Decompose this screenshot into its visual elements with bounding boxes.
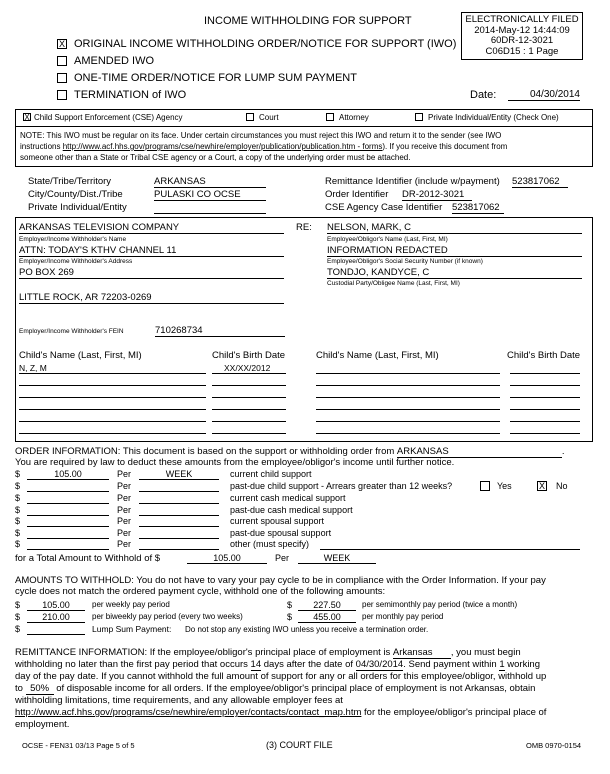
remittance-text: days after the date of	[263, 659, 354, 670]
monthly-amount-field[interactable]: 455.00	[298, 612, 356, 623]
child-name-value[interactable]: N, Z, M	[19, 363, 47, 373]
remittance-text: REMITTANCE INFORMATION: If the employee/obligor's principal place of employment is	[15, 647, 391, 658]
attorney-label: Attorney	[339, 113, 369, 122]
arrears-yes-label: Yes	[497, 481, 512, 491]
remittance-line: withholding limitations, time requirements, and any allowable employer fees at	[15, 695, 343, 706]
dollar-sign: $	[15, 516, 21, 526]
date-field[interactable]: 04/30/2014	[508, 89, 580, 101]
child-row[interactable]	[19, 433, 206, 434]
child-dob-header: Child's Birth Date	[212, 350, 286, 361]
remittance-state-field[interactable]: Arkansas	[393, 647, 451, 659]
filing-stamp	[461, 12, 583, 60]
remittance-text: working	[507, 659, 541, 670]
employer-attn-field[interactable]: ATTN: TODAY'S KTHV CHANNEL 11	[19, 245, 284, 257]
employee-name-label: Employee/Obligor's Name (Last, First, MI)	[327, 236, 448, 243]
state-field[interactable]: ARKANSAS	[154, 176, 266, 188]
period-field[interactable]	[139, 481, 219, 492]
child-row[interactable]	[212, 385, 286, 386]
per-label: Per	[117, 505, 132, 515]
per-label: Per	[117, 493, 132, 503]
child-row[interactable]	[19, 397, 206, 398]
order-id-field[interactable]: DR-2012-3021	[402, 189, 472, 201]
order-info-line: You are required by law to deduct these amounts from the employee/obligor's income until further notice.	[15, 457, 455, 468]
child-row[interactable]	[316, 397, 500, 398]
termination-checkbox[interactable]	[57, 90, 67, 100]
child-row[interactable]	[212, 421, 286, 422]
child-row[interactable]	[316, 373, 500, 374]
remittance-text: . Send payment within	[403, 659, 497, 670]
remittance-id-label: Remittance Identifier (include w/payment)	[325, 176, 500, 187]
ssn-field[interactable]: INFORMATION REDACTED	[327, 245, 582, 257]
per-label: Per	[117, 516, 132, 526]
note-line: someone other than a State or Tribal CSE agency or a Court, a copy of the underlying order must be attached.	[20, 153, 411, 162]
fein-label: Employer/Income Withholder's FEIN	[19, 328, 124, 335]
dollar-sign: $	[15, 528, 21, 538]
period-field[interactable]	[139, 528, 219, 539]
remittance-text: to	[15, 683, 23, 694]
total-amount-field[interactable]: 105.00	[187, 553, 267, 564]
child-row[interactable]	[510, 409, 580, 410]
dollar-sign: $	[15, 600, 21, 610]
footer-omb: OMB 0970-0154	[526, 741, 582, 750]
child-row[interactable]	[510, 397, 580, 398]
amended-iwo-checkbox[interactable]	[57, 56, 67, 66]
per-label: Per	[117, 539, 132, 549]
order-info-line: ORDER INFORMATION: This document is based on the support or withholding order from ARKANSAS .	[15, 446, 565, 457]
semimonthly-amount-field[interactable]: 227.50	[298, 600, 356, 611]
amount-field[interactable]: 105.00	[27, 469, 109, 480]
remittance-line: day of the pay date. If you cannot withhold the full amount of support for any or all orders for this employee/obligor, withhold up	[15, 671, 547, 682]
one-time-order-checkbox[interactable]	[57, 73, 67, 83]
child-dob-value[interactable]: XX/XX/2012	[224, 363, 271, 373]
date-label: Date:	[470, 89, 497, 101]
order-row-label: current child support	[230, 469, 312, 479]
total-label: for a Total Amount to Withhold of $	[15, 553, 161, 564]
divider	[15, 126, 593, 127]
child-row[interactable]	[510, 433, 580, 434]
original-iwo-label: ORIGINAL INCOME WITHHOLDING ORDER/NOTICE FOR SUPPORT (IWO)	[74, 38, 457, 50]
stamp-line: 2014-May-12 14:44:09	[474, 24, 570, 36]
order-row-label: past-due child support - Arrears greater than 12 weeks?	[230, 481, 453, 491]
per-label: Per	[275, 553, 290, 563]
lump-sum-label: Lump Sum Payment:	[92, 624, 172, 634]
remittance-id-field[interactable]: 523817062	[512, 176, 568, 188]
total-period-field[interactable]: WEEK	[298, 553, 376, 564]
remittance-line	[15, 683, 535, 695]
case-id-field[interactable]: 523817062	[452, 202, 504, 214]
child-row[interactable]	[510, 421, 580, 422]
child-row[interactable]	[510, 373, 580, 374]
ssn-label: Employee/Obligor's Social Security Number (if known)	[327, 258, 483, 265]
amount-field[interactable]	[27, 493, 109, 504]
weekly-amount-field[interactable]: 105.00	[27, 600, 85, 611]
amount-field[interactable]	[27, 516, 109, 527]
child-row[interactable]	[19, 385, 206, 386]
footer-copy-label: (3) COURT FILE	[266, 740, 333, 750]
note-text: instructions	[20, 142, 63, 151]
amount-field[interactable]	[27, 505, 109, 516]
termination-label: TERMINATION of IWO	[74, 89, 187, 101]
stamp-line: C06D15 : 1 Page	[485, 45, 559, 57]
amount-field[interactable]	[27, 528, 109, 539]
order-row-label: other (must specify)	[230, 539, 310, 549]
city-field[interactable]: PULASKI CO OCSE	[154, 189, 266, 201]
semimonthly-label: per semimonthly pay period (twice a month)	[362, 600, 518, 609]
child-row[interactable]	[212, 433, 286, 434]
remittance-line: employment.	[15, 719, 70, 730]
period-field[interactable]: WEEK	[139, 469, 219, 480]
attorney-checkbox[interactable]	[326, 113, 334, 121]
private-individual-field[interactable]	[154, 202, 266, 214]
child-row[interactable]	[19, 421, 206, 422]
amounts-line: AMOUNTS TO WITHHOLD: You do not have to vary your pay cycle to be in compliance with the Order Information. If your pay	[15, 575, 546, 586]
amount-field[interactable]	[27, 481, 109, 492]
order-date-field[interactable]: 04/30/2014	[355, 659, 404, 670]
cse-agency-label: Child Support Enforcement (CSE) Agency	[34, 113, 183, 122]
biweekly-label: per biweekly pay period (every two weeks)	[92, 612, 243, 621]
remittance-text: for the employee/obligor's principal place of	[364, 707, 547, 718]
child-name-header: Child's Name (Last, First, MI)	[19, 350, 142, 361]
fein-field[interactable]: 710268734	[155, 325, 285, 337]
note-line: NOTE: This IWO must be regular on its face. Under certain circumstances you must reject this IWO and return it to the sender (see IWO	[20, 131, 502, 140]
private-entity-label: Private Individual/Entity (Check One)	[428, 113, 559, 122]
child-row[interactable]	[510, 385, 580, 386]
days-field[interactable]: 14	[250, 659, 262, 670]
child-row[interactable]	[212, 397, 286, 398]
employer-city-field[interactable]: LITTLE ROCK, AR 72203-0269	[19, 292, 284, 304]
court-label: Court	[259, 113, 279, 122]
remittance-line	[15, 647, 521, 659]
amended-iwo-label: AMENDED IWO	[74, 55, 155, 67]
period-field[interactable]	[139, 505, 219, 516]
stamp-line: 60DR-12-3021	[490, 35, 554, 46]
private-entity-checkbox[interactable]	[415, 113, 423, 121]
re-label: RE:	[296, 222, 312, 233]
dollar-sign: $	[287, 612, 293, 622]
period-field[interactable]	[139, 493, 219, 504]
custodial-party-label: Custodial Party/Obligee Name (Last, First, MI)	[327, 280, 460, 287]
stamp-line: ELECTRONICALLY FILED	[465, 14, 579, 25]
dollar-sign: $	[287, 600, 293, 610]
order-info-text: ORDER INFORMATION: This document is based on the support or withholding order from	[15, 446, 395, 457]
lump-sum-amount-field[interactable]	[27, 624, 85, 635]
order-row-label: past-due spousal support	[230, 528, 332, 538]
custodial-party-field[interactable]: TONDJO, KANDYCE, C	[327, 267, 582, 279]
footer-form-id: OCSE - FEN31 03/13 Page 5 of 5	[22, 741, 135, 750]
dollar-sign: $	[15, 493, 21, 503]
per-label: Per	[117, 469, 132, 479]
per-label: Per	[117, 528, 132, 538]
employer-name-label: Employer/Income Withholder's Name	[19, 236, 127, 243]
lump-sum-note: Do not stop any existing IWO unless you receive a termination order.	[185, 625, 429, 634]
biweekly-amount-field[interactable]: 210.00	[27, 612, 85, 623]
child-row[interactable]	[316, 421, 500, 422]
child-row[interactable]	[316, 385, 500, 386]
working-days-field[interactable]: 1	[499, 659, 505, 670]
form-title: INCOME WITHHOLDING FOR SUPPORT	[204, 15, 412, 27]
remittance-text: withholding no later than the first pay period that occurs	[15, 659, 248, 670]
child-row[interactable]	[212, 409, 286, 410]
one-time-order-label: ONE-TIME ORDER/NOTICE FOR LUMP SUM PAYMENT	[74, 72, 357, 84]
child-name-header: Child's Name (Last, First, MI)	[316, 350, 439, 361]
dollar-sign: $	[15, 539, 21, 549]
child-row[interactable]	[316, 409, 500, 410]
note-text: ). If you receive this document from	[382, 142, 508, 151]
child-dob-header: Child's Birth Date	[507, 350, 581, 361]
original-iwo-checkbox[interactable]: X	[58, 39, 65, 49]
weekly-label: per weekly pay period	[92, 600, 170, 609]
dollar-sign: $	[15, 505, 21, 515]
per-label: Per	[117, 481, 132, 491]
order-id-label: Order Identifier	[325, 189, 389, 200]
employer-name-field[interactable]: ARKANSAS TELEVISION COMPANY	[19, 222, 284, 234]
employer-po-field[interactable]: PO BOX 269	[19, 267, 284, 279]
arrears-no-label: No	[556, 481, 568, 491]
order-row-label: current spousal support	[230, 516, 325, 526]
other-specify-field[interactable]	[320, 539, 580, 550]
amounts-line: cycle does not match the ordered payment cycle, withhold one of the following amounts:	[15, 586, 386, 597]
arrears-yes-checkbox[interactable]	[480, 481, 490, 491]
employer-address-label: Employer/Income Withholder's Address	[19, 258, 133, 265]
court-checkbox[interactable]	[246, 113, 254, 121]
case-id-label: CSE Agency Case Identifier	[325, 202, 443, 213]
child-row[interactable]	[316, 433, 500, 434]
order-row-label: current cash medical support	[230, 493, 346, 503]
period-field[interactable]	[139, 539, 219, 550]
order-state-field[interactable]: ARKANSAS	[397, 446, 562, 458]
publication-link[interactable]: http://www.acf.hhs.gov/programs/cse/newhire/employer/publication/publication.htm - forms	[62, 142, 383, 151]
dollar-sign: $	[15, 469, 21, 479]
monthly-label: per monthly pay period	[362, 612, 444, 621]
amount-field[interactable]	[27, 539, 109, 550]
employee-name-field[interactable]: NELSON, MARK, C	[327, 222, 582, 234]
arrears-no-checkbox[interactable]: X	[538, 481, 545, 491]
child-row[interactable]	[19, 373, 206, 374]
note-line	[20, 142, 507, 151]
city-label: City/County/Dist./Tribe	[28, 189, 123, 200]
order-row-label: past-due cash medical support	[230, 505, 353, 515]
contact-map-link[interactable]: http://www.acf.hhs.gov/programs/cse/newhire/employer/contacts/contact_map.htm	[15, 707, 362, 718]
percent-field[interactable]: 50%	[26, 683, 54, 695]
dollar-sign: $	[15, 612, 21, 622]
remittance-text: , you must begin	[450, 647, 521, 658]
dollar-sign: $	[15, 624, 21, 634]
cse-agency-checkbox[interactable]: X	[24, 113, 30, 122]
child-row[interactable]	[212, 373, 286, 374]
dollar-sign: $	[15, 481, 21, 491]
remittance-line	[15, 707, 546, 718]
remittance-text: of disposable income for all orders. If the employee/obligor's principal place of employment is not Arkansas, obtain	[56, 683, 536, 694]
remittance-line	[15, 659, 540, 670]
private-individual-label: Private Individual/Entity	[28, 202, 127, 213]
period-field[interactable]	[139, 516, 219, 527]
child-row[interactable]	[19, 409, 206, 410]
state-label: State/Tribe/Territory	[28, 176, 112, 187]
